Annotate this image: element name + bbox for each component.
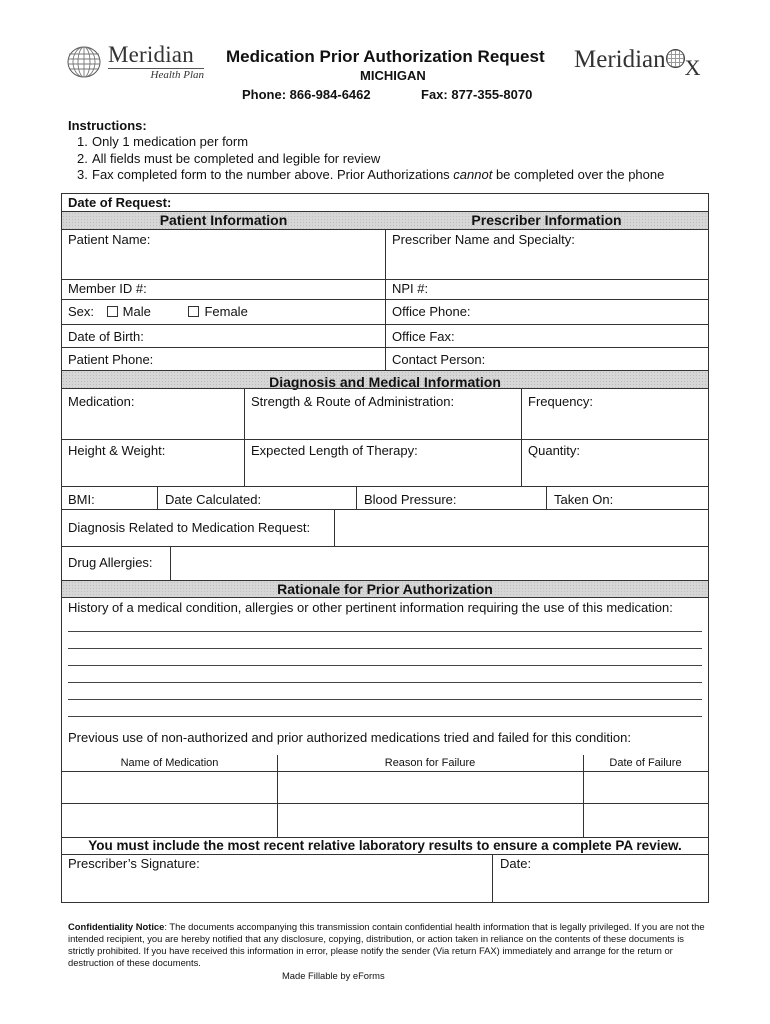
instruction-text: All fields must be completed and legible for review [92,151,381,166]
female-checkbox-icon[interactable] [188,306,199,317]
confidentiality-notice [68,921,708,969]
divider [62,803,708,804]
col-reason-for-failure: Reason for Failure [384,757,476,769]
divider [62,439,708,440]
divider [62,324,708,325]
made-fillable-note: Made Fillable by eForms [282,970,385,981]
length-of-therapy-field[interactable]: Expected Length of Therapy: [251,443,418,458]
prescriber-information-header: Prescriber Information [471,212,622,228]
divider [157,486,158,509]
divider [62,509,708,510]
instruction-item [77,151,381,166]
rx-ball-icon [666,49,685,68]
drug-allergies-field[interactable]: Drug Allergies: [68,555,153,570]
female-label: Female [204,304,248,319]
history-line[interactable] [68,716,702,717]
phone-number: Phone: 866-984-6462 [242,87,371,102]
divider [62,771,708,772]
history-line[interactable] [68,648,702,649]
diagnosis-related-field[interactable]: Diagnosis Related to Medication Request: [68,520,311,535]
meridian-rx-logo [574,46,701,80]
globe-logo-icon [66,44,102,80]
date-of-request-label: Date of Request: [68,195,172,210]
divider [170,546,171,580]
height-weight-field[interactable]: Height & Weight: [68,443,166,458]
history-line[interactable] [68,665,702,666]
rx-logo-x: X [684,55,701,80]
strength-route-field[interactable]: Strength & Route of Administration: [251,394,455,409]
instruction-number: 2. [77,151,88,166]
divider [492,854,493,902]
divider [62,347,708,348]
logo-subtitle: Health Plan [108,68,204,81]
authorization-form [61,193,709,903]
col-name-of-medication: Name of Medication [120,757,219,769]
prescriber-name-field[interactable]: Prescriber Name and Specialty: [392,232,575,247]
form-title: Medication Prior Authorization Request [226,47,545,66]
diagnosis-header: Diagnosis and Medical Information [269,374,501,390]
rationale-header: Rationale for Prior Authorization [277,581,493,597]
frequency-field[interactable]: Frequency: [528,394,594,409]
medication-field[interactable]: Medication: [68,394,135,409]
fax-number: Fax: 877-355-8070 [421,87,533,102]
state-label: MICHIGAN [360,68,426,83]
office-fax-field[interactable]: Office Fax: [392,329,455,344]
history-line[interactable] [68,699,702,700]
divider [334,509,335,546]
bmi-field[interactable]: BMI: [68,492,95,507]
male-label: Male [122,304,151,319]
divider [62,597,708,598]
instruction-text: Fax completed form to the number above. Prior Authorizations [92,167,454,182]
blood-pressure-field[interactable]: Blood Pressure: [364,492,457,507]
instruction-emphasis: cannot [453,167,493,182]
previous-use-label: Previous use of non-authorized and prior authorized medications tried and failed for this condition: [68,730,631,745]
divider [62,279,708,280]
sex-field [62,304,248,319]
patient-name-field[interactable]: Patient Name: [68,232,151,247]
instruction-text: Only 1 medication per form [92,134,249,149]
instruction-number: 1. [77,134,88,149]
prescriber-signature-field[interactable]: Prescriber’s Signature: [68,856,200,871]
divider [62,299,708,300]
divider [62,854,708,855]
rx-logo-wordmark: Meridian [574,46,666,73]
instructions-title: Instructions: [68,118,147,133]
confidentiality-text: : The documents accompanying this transmission contain confidential health information that is legally privileged. If you are not the intended recipient, you are hereby notified that any disclosure, copying, distribution, or action taken in reliance on the contents of these documents is strictly prohibited. If you have received this information in error, please notify the sender (Via return FAX) immediately and arrange for the return or destruction of these documents. [68,921,705,968]
logo-wordmark: Meridian [108,42,194,67]
office-phone-field[interactable]: Office Phone: [392,304,471,319]
divider [356,486,357,509]
quantity-field[interactable]: Quantity: [528,443,581,458]
date-calculated-field[interactable]: Date Calculated: [165,492,262,507]
sex-label: Sex: [68,304,95,319]
history-line[interactable] [68,682,702,683]
instruction-text: be completed over the phone [492,167,665,182]
divider [62,486,708,487]
divider [546,486,547,509]
history-label: History of a medical condition, allergies or other pertinent information requiring the use of this medication: [68,600,673,615]
divider [62,388,708,389]
male-checkbox-icon[interactable] [107,306,118,317]
confidentiality-label: Confidentiality Notice [68,921,165,932]
member-id-field[interactable]: Member ID #: [68,281,147,296]
instruction-number: 3. [77,167,88,182]
taken-on-field[interactable]: Taken On: [554,492,614,507]
instruction-item [77,134,249,149]
history-line[interactable] [68,631,702,632]
patient-information-header: Patient Information [159,212,288,228]
signature-date-field[interactable]: Date: [500,856,532,871]
lab-results-notice: You must include the most recent relative laboratory results to ensure a complete PA review. [88,838,682,853]
date-of-birth-field[interactable]: Date of Birth: [68,329,144,344]
col-date-of-failure: Date of Failure [609,757,682,769]
instruction-item [77,167,665,182]
contact-person-field[interactable]: Contact Person: [392,352,486,367]
divider [62,546,708,547]
patient-phone-field[interactable]: Patient Phone: [68,352,154,367]
meridian-health-plan-logo [66,44,206,80]
npi-field[interactable]: NPI #: [392,281,429,296]
